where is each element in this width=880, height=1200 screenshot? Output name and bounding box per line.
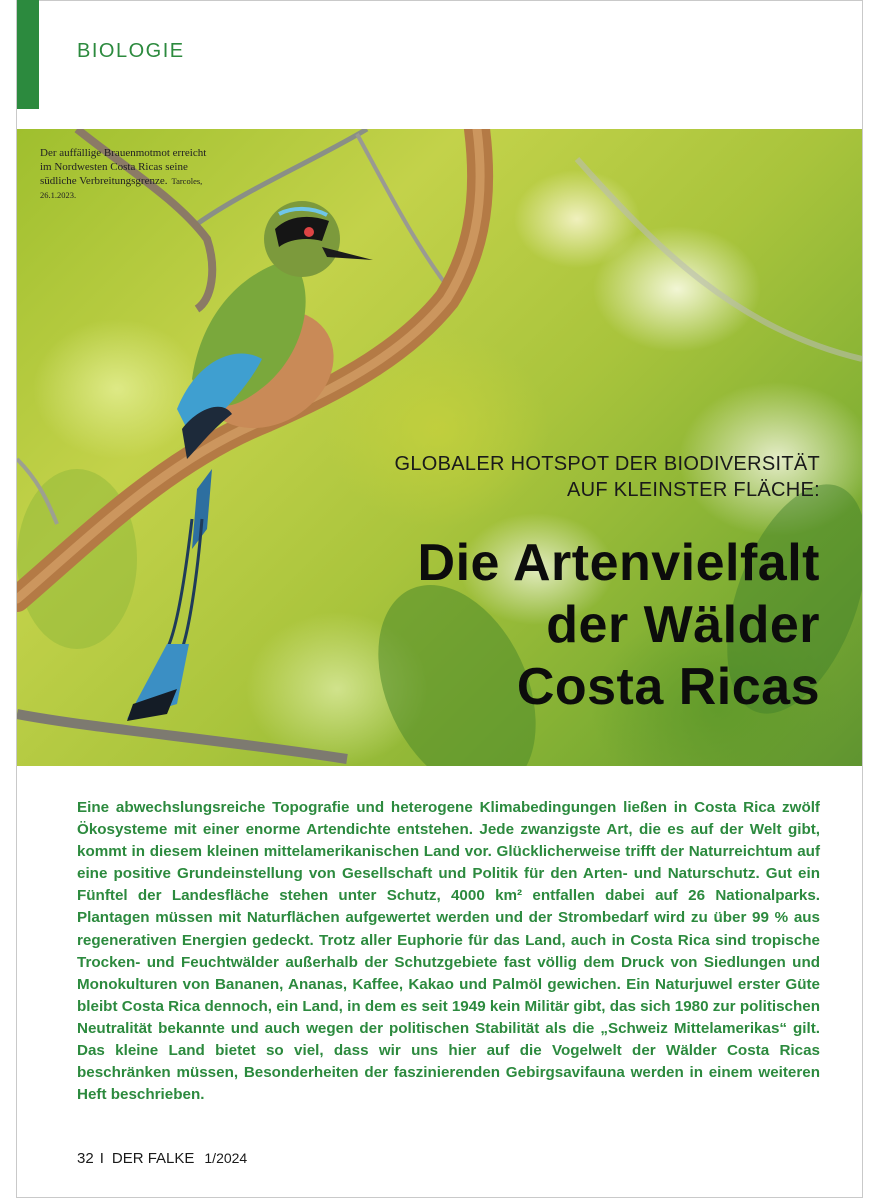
page-footer — [77, 1150, 247, 1167]
footer-separator: I — [99, 1150, 104, 1167]
page-number: 32 — [77, 1150, 94, 1167]
magazine-name: DER FALKE — [111, 1150, 195, 1167]
section-color-bar — [17, 0, 39, 109]
headline-line-1: Die Artenvielfalt — [417, 534, 820, 592]
photo-caption — [40, 146, 220, 202]
article-headline — [418, 532, 820, 718]
issue-number: 1/2024 — [204, 1150, 248, 1166]
photo-credit: Tarcoles, 26.1.2023. — [40, 176, 203, 200]
photo-caption-text: Der auffällige Brauenmotmot erreicht im Nordwesten Costa Ricas seine südliche Verbreitungsgrenze. — [40, 147, 207, 187]
lead-paragraph: Eine abwechslungsreiche Topografie und heterogene Klimabedingungen ließen in Costa Rica zwölf Ökosysteme mit einer enorme Artendichte entstehen. Jede zwanzigste Art, die es auf der Welt gibt, kommt in diesem kleinen mittelamerikanischen Land vor. Glücklicherweise trifft der Naturreichtum auf eine positive Grundeinstellung von Gesellschaft und Politik für den Arten- und Naturschutz. Gut ein Fünftel der Landesfläche stehen unter Schutz, 4000 km² entfallen dabei auf 26 Nationalparks. Plantagen müssen mit Naturflächen aufgewertet werden und der Strombedarf wird zu über 99 % aus regenerativen Energien gedeckt. Trotz aller Euphorie für das Land, auch in Costa Rica sind tropische Trocken- und Feuchtwälder außerhalb der Schutzgebiete fast völlig dem Druck von Siedlungen und Monokulturen von Bananen, Ananas, Kaffee, Kakao und Palmöl gewichen. Ein Naturjuwel erster Güte bleibt Costa Rica dennoch, ein Land, in dem es seit 1949 kein Militär gibt, das sich 1980 zur politischen Neutralität bekannte und auch wegen der politischen Stabilität als die „Schweiz Mittelamerikas“ gilt. Das kleine Land bietet so viel, dass wir uns hier auf die Vogelwelt der Wälder Costa Ricas beschränken müssen, Besonderheiten der faszinierenden Gebirgsavifauna werden in einem weiteren Heft beschrieben. — [77, 799, 820, 1104]
hero-photo — [17, 129, 862, 766]
kicker-line-2: AUF KLEINSTER FLÄCHE: — [566, 479, 820, 501]
section-label: BIOLOGIE — [77, 40, 185, 62]
headline-line-3: Costa Ricas — [516, 658, 820, 716]
kicker-line-1: GLOBALER HOTSPOT DER BIODIVERSITÄT — [394, 453, 820, 475]
article-kicker — [395, 451, 820, 503]
headline-line-2: der Wälder — [546, 596, 820, 654]
